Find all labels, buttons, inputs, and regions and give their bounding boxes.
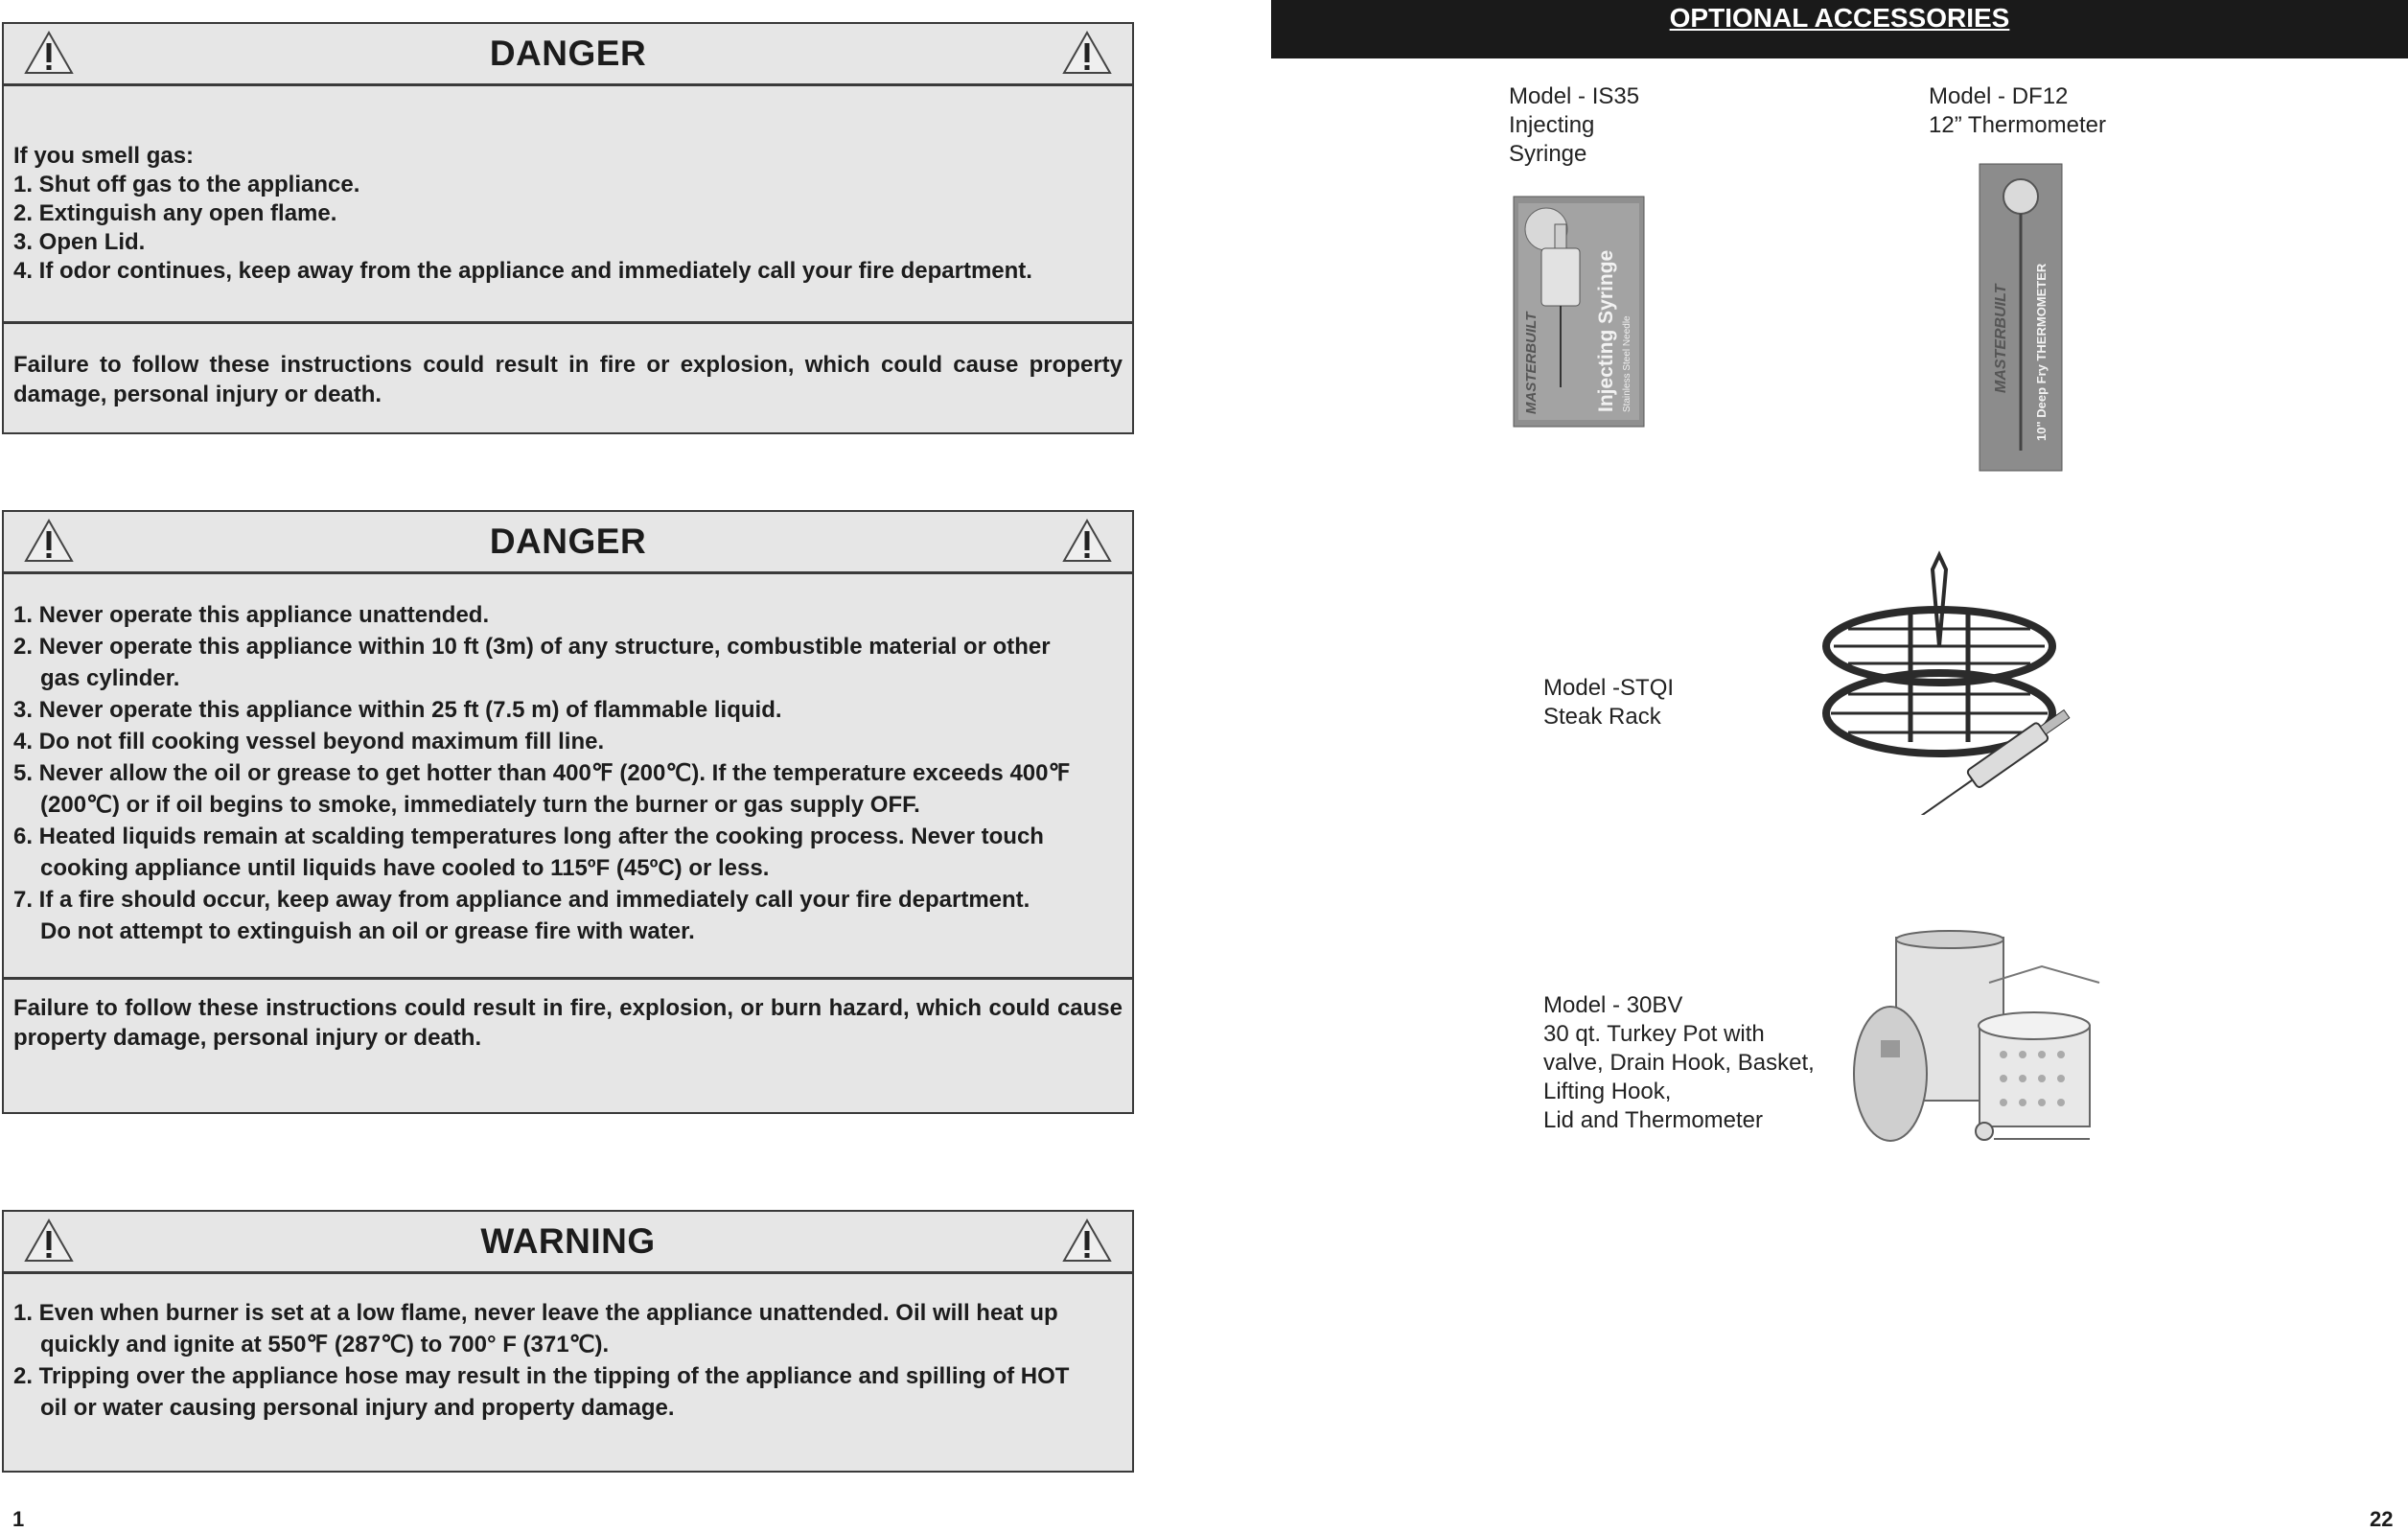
accessories-title: OPTIONAL ACCESSORIES — [1669, 3, 2010, 33]
danger-item: 1. Never operate this appliance unattended. — [13, 602, 490, 628]
warning-item-cont: quickly and ignite at 550℉ (287℃) to 700° F (371℃). — [40, 1332, 610, 1358]
syringe-package-label: Injecting Syringe — [1595, 249, 1617, 412]
steak-rack-image — [1819, 550, 2097, 815]
accessory-label-stqi: Model -STQI Steak Rack — [1543, 675, 1675, 730]
danger-box-operation — [2, 510, 1134, 1114]
box-heading: DANGER — [489, 34, 647, 73]
warning-item-cont: oil or water causing personal injury and property damage. — [40, 1395, 675, 1421]
warning-triangle-icon — [23, 518, 75, 564]
gas-step: 1. Shut off gas to the appliance. — [13, 172, 360, 197]
accessories-header-bar — [1271, 0, 2408, 58]
accessory-label-is35: Model - IS35 Injecting Syringe — [1509, 83, 1640, 167]
thermometer-package-label: 10" Deep Fry THERMOMETER — [2034, 263, 2049, 441]
syringe-package-brand: MASTERBUILT — [1523, 312, 1540, 414]
danger-box-gas — [2, 22, 1134, 434]
box-heading: WARNING — [480, 1221, 656, 1261]
danger-item: 5. Never allow the oil or grease to get hotter than 400℉ (200℃). If the temperature exceeds 400℉ — [13, 760, 1071, 786]
danger-item: 2. Never operate this appliance within 10 ft (3m) of any structure, combustible material or other — [13, 634, 1051, 660]
danger-item: 6. Heated liquids remain at scalding temperatures long after the cooking process. Never touch — [13, 824, 1044, 849]
warning-item: 2. Tripping over the appliance hose may result in the tipping of the appliance and spilling of HOT — [13, 1363, 1070, 1389]
warning-triangle-icon — [23, 1218, 75, 1264]
warning-triangle-icon — [1061, 518, 1113, 564]
danger-item: 3. Never operate this appliance within 25 ft (7.5 m) of flammable liquid. — [13, 697, 782, 723]
gas-intro: If you smell gas: — [13, 143, 195, 169]
gas-step: 3. Open Lid. — [13, 229, 146, 255]
accessory-label-30bv: Model - 30BV 30 qt. Turkey Pot with valve, Drain Hook, Basket, Lifting Hook, Lid and Thermometer — [1543, 992, 1815, 1133]
danger-item-cont: Do not attempt to extinguish an oil or grease fire with water. — [40, 918, 695, 944]
warning-box — [2, 1210, 1134, 1473]
warning-triangle-icon — [23, 30, 75, 76]
warning-triangle-icon — [1061, 30, 1113, 76]
danger-item-cont: gas cylinder. — [40, 665, 180, 691]
box-heading: DANGER — [489, 522, 647, 561]
thermometer-package-brand: MASTERBUILT — [1993, 284, 2009, 393]
syringe-package-image — [1513, 196, 1645, 428]
page-number-right: 22 — [2370, 1507, 2394, 1531]
syringe-package-sublabel: Stainless Steel Needle — [1622, 315, 1632, 412]
accessory-label-df12: Model - DF12 12” Thermometer — [1929, 83, 2106, 138]
gas-step: 2. Extinguish any open flame. — [13, 200, 337, 226]
gas-step: 4. If odor continues, keep away from the appliance and immediately call your fire department. — [13, 258, 1032, 284]
failure-statement: Failure to follow these instructions could result in fire or explosion, which could cause property damage, personal injury or death. — [13, 352, 1123, 407]
warning-triangle-icon — [1061, 1218, 1113, 1264]
thermometer-package-image — [1979, 163, 2063, 472]
failure-statement: Failure to follow these instructions could result in fire, explosion, or burn hazard, which could cause property damage, personal injury or death. — [13, 995, 1123, 1051]
turkey-pot-image — [1850, 930, 2119, 1158]
danger-item: 7. If a fire should occur, keep away from appliance and immediately call your fire department. — [13, 887, 1030, 913]
danger-item-cont: cooking appliance until liquids have cooled to 115ºF (45ºC) or less. — [40, 855, 770, 881]
danger-item-cont: (200℃) or if oil begins to smoke, immediately turn the burner or gas supply OFF. — [40, 792, 920, 818]
danger-item: 4. Do not fill cooking vessel beyond maximum fill line. — [13, 729, 605, 754]
page-number-left: 1 — [12, 1507, 25, 1531]
warning-item: 1. Even when burner is set at a low flame, never leave the appliance unattended. Oil will heat up — [13, 1300, 1058, 1326]
